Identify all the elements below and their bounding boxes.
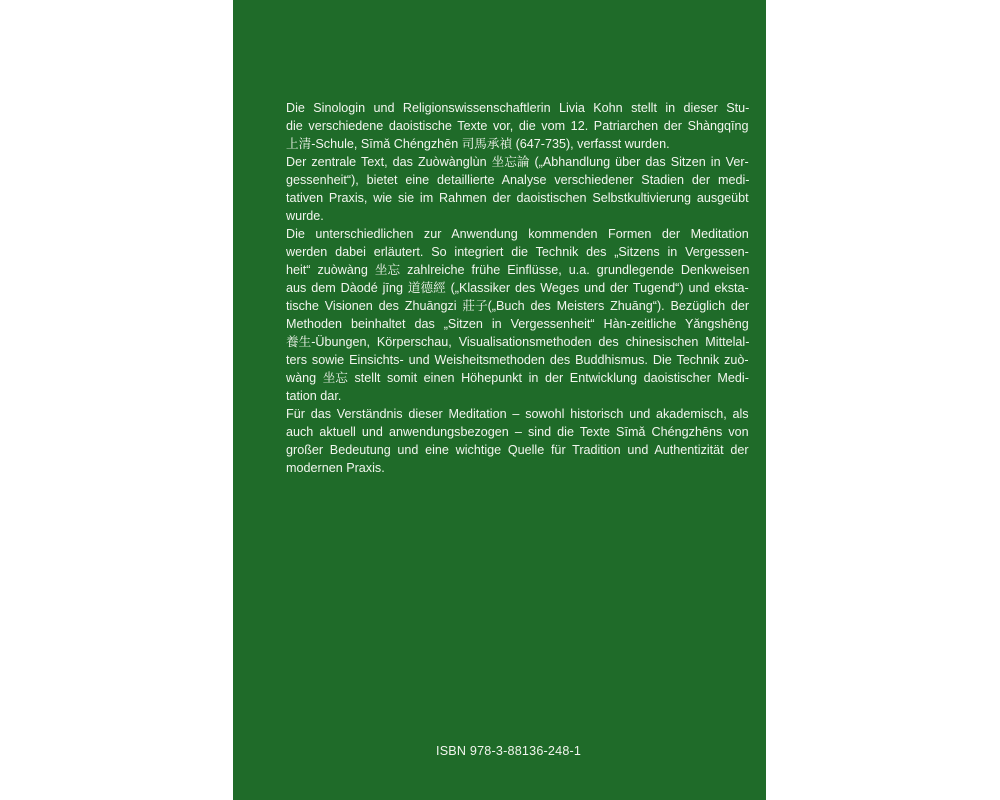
blurb-line: die verschiedene daoistische Texte vor, die vom 12. Patriarchen der Shàngqīng xyxy=(286,119,749,133)
blurb-line: ters sowie Einsichts- und Weisheitsmethoden des Buddhismus. Die Technik zuò- xyxy=(286,353,749,367)
blurb-line: modernen Praxis. xyxy=(286,461,385,475)
blurb-line: werden dabei erläutert. So integriert die Technik des „Sitzens in Vergessen- xyxy=(286,245,749,259)
blurb-line: Der zentrale Text, das Zuòwànglùn 坐忘論 („Abhandlung über das Sitzen in Ver- xyxy=(286,155,749,169)
blurb-line: Für das Verständnis dieser Meditation – sowohl historisch und akademisch, als xyxy=(286,407,749,421)
blurb-line: großer Bedeutung und eine wichtige Quelle für Tradition und Authentizität der xyxy=(286,443,749,457)
blurb-line: tativen Praxis, wie sie im Rahmen der daoistischen Selbstkultivierung ausgeübt xyxy=(286,191,749,205)
blurb-line: gessenheit“), bietet eine detaillierte Analyse verschiedener Stadien der medi- xyxy=(286,173,750,187)
blurb-line: wàng 坐忘 stellt somit einen Höhepunkt in der Entwicklung daoistischer Medi- xyxy=(286,371,749,385)
isbn-number: ISBN 978-3-88136-248-1 xyxy=(436,744,582,758)
blurb-line: aus dem Dàodé jīng 道德經 („Klassiker des Weges und der Tugend“) und eksta- xyxy=(286,281,749,295)
blurb-line: heit“ zuòwàng 坐忘 zahlreiche frühe Einflüsse, u.a. grundlegende Denkweisen xyxy=(286,263,750,277)
blurb-line: Die unterschiedlichen zur Anwendung kommenden Formen der Meditation xyxy=(286,227,749,241)
blurb-line: Die Sinologin und Religionswissenschaftlerin Livia Kohn stellt in dieser Stu- xyxy=(286,101,750,115)
blurb-line: 養生-Übungen, Körperschau, Visualisationsmethoden des chinesischen Mittelal- xyxy=(286,335,750,349)
blurb-line: tische Visionen des Zhuāngzi 莊子(„Buch des Meisters Zhuāng“). Bezüglich der xyxy=(286,299,750,313)
blurb-line: tation dar. xyxy=(286,389,342,403)
blurb-line: Methoden beinhaltet das „Sitzen in Vergessenheit“ Hàn-zeitliche Yǎngshēng xyxy=(286,317,749,331)
blurb-line: 上清-Schule, Sīmǎ Chéngzhēn 司馬承禎 (647-735), verfasst wurden. xyxy=(286,137,670,151)
blurb-line: wurde. xyxy=(286,209,324,223)
blurb-line: auch aktuell und anwendungsbezogen – sind die Texte Sīmǎ Chéngzhēns von xyxy=(286,425,749,439)
cover-blurb-text xyxy=(286,99,749,477)
